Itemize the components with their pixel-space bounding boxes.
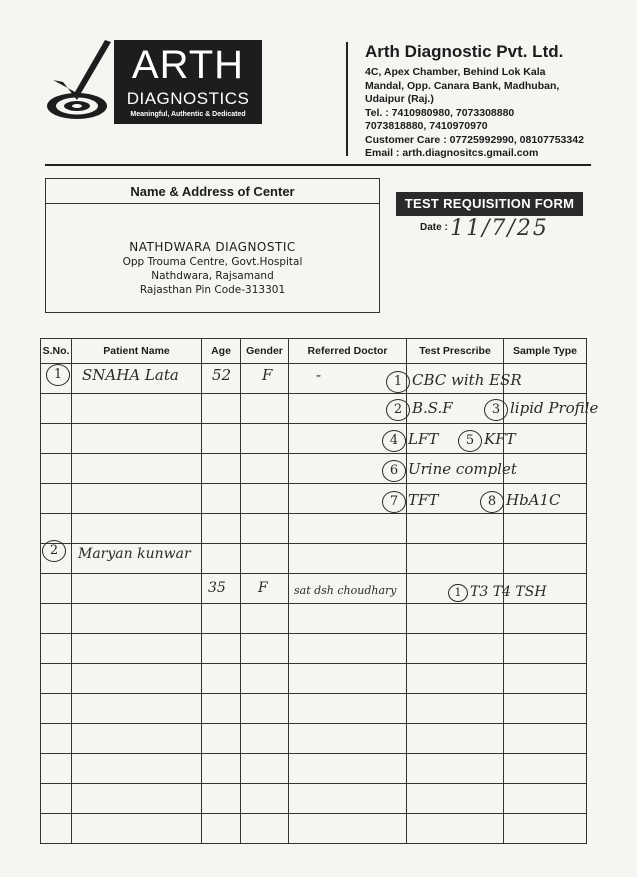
table-cell xyxy=(407,664,504,694)
phone-line: Tel. : 7410980980, 7073308880 xyxy=(365,106,515,119)
table-cell xyxy=(241,454,289,484)
table-cell xyxy=(241,664,289,694)
customer-care-line: Customer Care : 07725992990, 08107753342 xyxy=(365,133,584,146)
table-cell xyxy=(289,724,407,754)
table-cell xyxy=(289,544,407,574)
p2-doctor: sat dsh choudhary xyxy=(294,584,397,597)
p2-name: Maryan kunwar xyxy=(78,546,191,562)
table-cell xyxy=(202,754,241,784)
p2-sno: 2 xyxy=(42,540,68,562)
table-row xyxy=(41,634,587,664)
col-referred-doctor: Referred Doctor xyxy=(289,339,407,364)
table-cell xyxy=(202,814,241,844)
table-cell xyxy=(202,694,241,724)
table-cell xyxy=(241,724,289,754)
table-cell xyxy=(41,754,72,784)
test-item: 3 lipid Profile xyxy=(484,399,598,421)
p1-doctor: - xyxy=(316,366,322,384)
table-cell xyxy=(202,544,241,574)
table-cell xyxy=(289,634,407,664)
p1-age: 52 xyxy=(212,366,232,384)
table-cell xyxy=(72,784,202,814)
table-row xyxy=(41,724,587,754)
test-item: 6 Urine complet xyxy=(382,460,517,482)
table-cell xyxy=(289,514,407,544)
table-cell xyxy=(504,784,587,814)
table-cell xyxy=(407,544,504,574)
arth-logo-mark-icon xyxy=(45,40,115,120)
table-cell xyxy=(407,634,504,664)
form-title: TEST REQUISITION FORM xyxy=(396,192,583,216)
col-sample-type: Sample Type xyxy=(504,339,587,364)
table-cell xyxy=(41,484,72,514)
table-cell xyxy=(72,754,202,784)
table-cell xyxy=(504,754,587,784)
table-cell xyxy=(202,484,241,514)
table-cell xyxy=(41,634,72,664)
table-cell xyxy=(407,814,504,844)
table-cell xyxy=(504,604,587,634)
table-cell xyxy=(72,664,202,694)
table-cell xyxy=(241,694,289,724)
arth-logo xyxy=(114,40,262,124)
table-cell xyxy=(41,604,72,634)
date-value: 11/7/25 xyxy=(450,216,549,241)
table-row xyxy=(41,814,587,844)
table-cell xyxy=(41,574,72,604)
address-line: Mandal, Opp. Canara Bank, Madhuban, xyxy=(365,79,560,92)
table-cell xyxy=(241,754,289,784)
table-cell xyxy=(241,394,289,424)
address-line: 4C, Apex Chamber, Behind Lok Kala xyxy=(365,66,546,78)
table-cell xyxy=(407,604,504,634)
table-cell xyxy=(72,394,202,424)
table-cell xyxy=(202,424,241,454)
table-cell xyxy=(202,724,241,754)
table-cell xyxy=(504,544,587,574)
table-cell xyxy=(504,664,587,694)
table-row xyxy=(41,514,587,544)
table-cell xyxy=(41,784,72,814)
table-cell xyxy=(407,754,504,784)
table-cell xyxy=(41,394,72,424)
table-cell xyxy=(289,754,407,784)
table-cell xyxy=(72,694,202,724)
table-cell xyxy=(72,574,202,604)
center-stamp xyxy=(46,239,379,297)
center-line: Rajasthan Pin Code-313301 xyxy=(139,284,286,296)
table-cell xyxy=(407,724,504,754)
test-item: 8 HbA1C xyxy=(480,491,561,513)
table-row xyxy=(41,664,587,694)
table-cell xyxy=(289,814,407,844)
test-item: 7 TFT xyxy=(382,491,438,513)
table-cell xyxy=(41,664,72,694)
table-cell xyxy=(72,724,202,754)
logo-main-text: ARTH xyxy=(131,43,245,87)
table-cell xyxy=(504,814,587,844)
p2-gender: F xyxy=(258,580,268,596)
col-age: Age xyxy=(202,339,241,364)
table-cell xyxy=(202,454,241,484)
date-label: Date : xyxy=(420,222,448,233)
table-row xyxy=(41,754,587,784)
table-cell xyxy=(72,514,202,544)
table-row xyxy=(41,694,587,724)
center-address-box xyxy=(45,178,380,313)
table-cell xyxy=(202,634,241,664)
table-cell xyxy=(41,814,72,844)
table-cell xyxy=(504,514,587,544)
table-header-row xyxy=(41,339,587,364)
test-item: 2 B.S.F xyxy=(386,399,453,421)
col-gender: Gender xyxy=(241,339,289,364)
table-cell xyxy=(72,814,202,844)
center-name: NATHDWARA DIAGNOSTIC xyxy=(129,240,296,254)
col-sno: S.No. xyxy=(41,339,72,364)
table-cell xyxy=(241,514,289,544)
table-cell xyxy=(72,634,202,664)
logo-sub-text: DIAGNOSTICS xyxy=(126,89,250,108)
table-cell xyxy=(289,784,407,814)
table-cell xyxy=(289,694,407,724)
table-cell xyxy=(41,454,72,484)
p2-test: 1 T3 T4 TSH xyxy=(448,584,547,602)
email-line: Email : arth.diagnositcs.gmail.com xyxy=(365,147,539,159)
table-cell xyxy=(241,544,289,574)
company-name: Arth Diagnostic Pvt. Ltd. xyxy=(365,42,564,61)
test-item: 1 CBC with ESR xyxy=(386,371,522,393)
table-cell xyxy=(41,694,72,724)
table-cell xyxy=(241,634,289,664)
table-cell xyxy=(241,484,289,514)
table-cell xyxy=(41,724,72,754)
test-item: 4 LFT xyxy=(382,430,438,452)
table-cell xyxy=(72,484,202,514)
table-cell xyxy=(41,424,72,454)
table-cell xyxy=(241,424,289,454)
table-row xyxy=(41,604,587,634)
table-cell xyxy=(241,784,289,814)
test-item: 5 KFT xyxy=(458,430,516,452)
table-cell xyxy=(407,694,504,724)
table-cell xyxy=(202,514,241,544)
p1-gender: F xyxy=(262,366,273,384)
center-heading: Name & Address of Center xyxy=(46,179,379,204)
p2-age: 35 xyxy=(208,580,226,596)
table-cell xyxy=(289,604,407,634)
table-cell xyxy=(407,514,504,544)
col-patient-name: Patient Name xyxy=(72,339,202,364)
table-cell xyxy=(241,814,289,844)
header-rule xyxy=(45,164,591,166)
logo-tagline: Meaningful, Authentic & Dedicated xyxy=(130,111,246,118)
table-cell xyxy=(289,664,407,694)
table-cell xyxy=(504,724,587,754)
table-row xyxy=(41,784,587,814)
table-cell xyxy=(72,454,202,484)
table-cell xyxy=(41,514,72,544)
company-address xyxy=(365,66,615,161)
p1-sno: 1 xyxy=(46,364,72,386)
col-test-prescribe: Test Prescribe xyxy=(407,339,504,364)
table-cell xyxy=(504,694,587,724)
phone-line: 7073818880, 7410970970 xyxy=(365,120,488,132)
address-line: Udaipur (Raj.) xyxy=(365,93,434,105)
header-divider xyxy=(346,42,348,156)
table-cell xyxy=(241,604,289,634)
table-cell xyxy=(202,784,241,814)
table-cell xyxy=(202,664,241,694)
table-cell xyxy=(504,634,587,664)
table-cell xyxy=(407,784,504,814)
center-line: Opp Trouma Centre, Govt.Hospital xyxy=(122,256,303,268)
p1-name: SNAHA Lata xyxy=(82,366,179,384)
table-cell xyxy=(72,604,202,634)
table-cell xyxy=(202,604,241,634)
table-cell xyxy=(202,394,241,424)
table-cell xyxy=(72,424,202,454)
center-line: Nathdwara, Rajsamand xyxy=(151,270,274,282)
